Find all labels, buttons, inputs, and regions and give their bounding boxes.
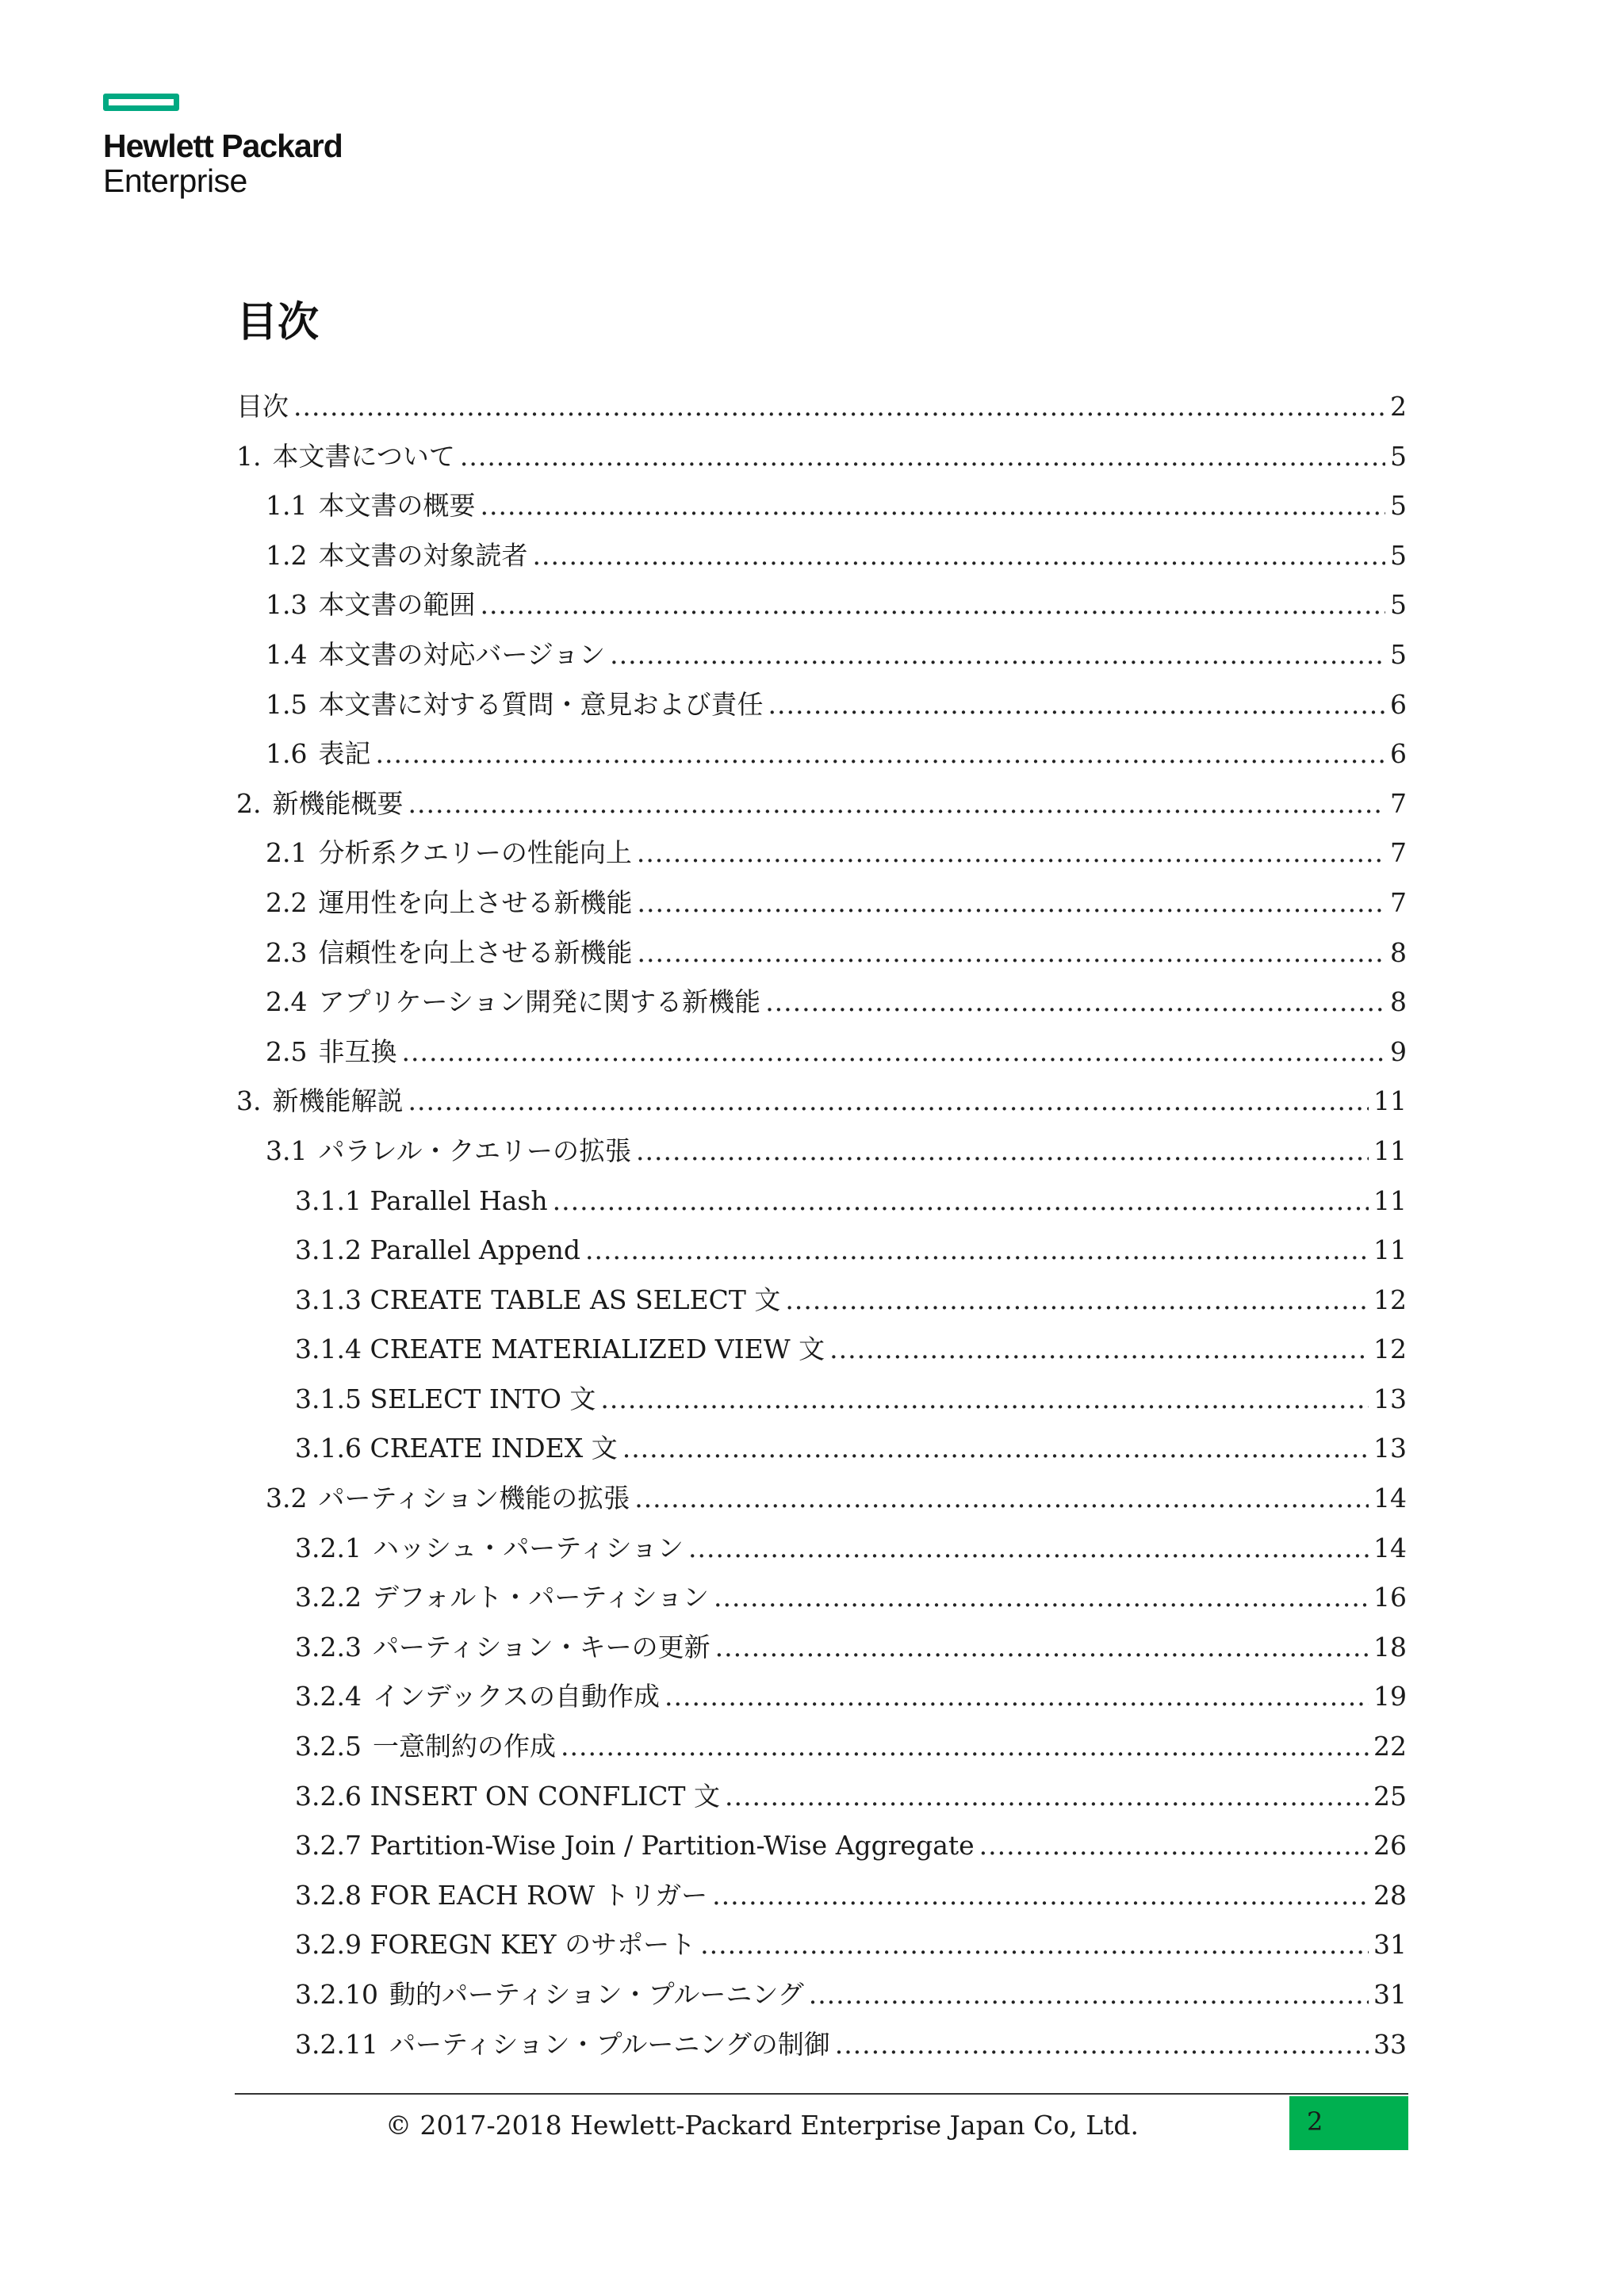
toc-entry-page: 8 bbox=[1390, 986, 1407, 1018]
toc-entry[interactable] bbox=[236, 1772, 1407, 1822]
toc-entry-number: 1. bbox=[236, 440, 262, 472]
toc-entry[interactable] bbox=[236, 1722, 1407, 1772]
toc-entry-page: 19 bbox=[1373, 1681, 1407, 1712]
logo-text-line2: Enterprise bbox=[103, 163, 247, 199]
toc-dot-leader bbox=[622, 1424, 1369, 1474]
toc-entry-number: 3.2.1 bbox=[295, 1532, 362, 1563]
toc-entry-title: 本文書の範囲 bbox=[318, 589, 476, 621]
toc-entry-title: 3.1.5 SELECT INTO 文 bbox=[295, 1383, 596, 1414]
toc-entry-page: 18 bbox=[1373, 1631, 1407, 1663]
toc-entry[interactable] bbox=[236, 680, 1407, 730]
toc-dot-leader bbox=[610, 630, 1385, 680]
toc-entry-title: 3.1.3 CREATE TABLE AS SELECT 文 bbox=[295, 1284, 781, 1315]
toc-entry-page: 7 bbox=[1390, 837, 1407, 869]
toc-entry-number: 3.1 bbox=[266, 1135, 308, 1166]
toc-entry-number: 2.3 bbox=[266, 936, 308, 968]
toc-entry[interactable] bbox=[236, 1474, 1407, 1524]
toc-entry[interactable] bbox=[236, 1077, 1407, 1127]
toc-entry-title: 非互換 bbox=[318, 1035, 397, 1067]
toc-entry-title: パーティション・キーの更新 bbox=[372, 1631, 710, 1663]
toc-entry-number: 1.3 bbox=[266, 589, 308, 621]
toc-entry-title: 一意制約の作成 bbox=[372, 1731, 556, 1762]
toc-dot-leader bbox=[480, 580, 1385, 630]
toc-entry[interactable] bbox=[236, 1970, 1407, 2020]
toc-entry-title: 新機能解説 bbox=[272, 1085, 404, 1117]
toc-entry-number: 3.2.5 bbox=[295, 1731, 362, 1762]
toc-entry-title: パラレル・クエリーの拡張 bbox=[318, 1135, 631, 1166]
toc-entry-page: 14 bbox=[1373, 1483, 1407, 1514]
toc-entry-number: 2. bbox=[236, 787, 262, 819]
toc-dot-leader bbox=[765, 978, 1385, 1027]
toc-entry[interactable] bbox=[236, 531, 1407, 581]
toc-entry-page: 6 bbox=[1390, 738, 1407, 770]
toc-dot-leader bbox=[637, 878, 1385, 928]
toc-entry-number: 1.5 bbox=[266, 688, 308, 720]
toc-dot-leader bbox=[460, 432, 1385, 482]
toc-entry[interactable] bbox=[236, 481, 1407, 531]
page-title: 目次 bbox=[236, 299, 320, 346]
toc-entry-number: 1.2 bbox=[266, 539, 308, 571]
toc-dot-leader bbox=[585, 1226, 1369, 1276]
toc-entry-title: 本文書の対応バージョン bbox=[318, 638, 606, 670]
toc-entry[interactable] bbox=[236, 1623, 1407, 1673]
toc-dot-leader bbox=[688, 1524, 1369, 1574]
toc-dot-leader bbox=[637, 828, 1385, 878]
toc-entry[interactable] bbox=[236, 1027, 1407, 1077]
toc-dot-leader bbox=[835, 2020, 1369, 2070]
toc-entry-page: 31 bbox=[1373, 1979, 1407, 2010]
toc-entry-page: 5 bbox=[1390, 589, 1407, 621]
toc-dot-leader bbox=[700, 1920, 1369, 1970]
toc-entry-title: 分析系クエリーの性能向上 bbox=[318, 837, 632, 869]
toc-entry-number: 1.4 bbox=[266, 638, 308, 670]
toc-entry-page: 14 bbox=[1373, 1532, 1407, 1563]
footer-divider bbox=[235, 2093, 1408, 2095]
toc-entry-page: 5 bbox=[1390, 440, 1407, 472]
toc-entry-page: 28 bbox=[1373, 1879, 1407, 1911]
toc-entry-title: 3.1.6 CREATE INDEX 文 bbox=[295, 1433, 618, 1464]
toc-entry-title: 3.1.1 Parallel Hash bbox=[295, 1184, 548, 1216]
toc-entry-page: 16 bbox=[1373, 1582, 1407, 1613]
toc-dot-leader bbox=[561, 1722, 1369, 1772]
toc-entry-page: 8 bbox=[1390, 936, 1407, 968]
toc-dot-leader bbox=[375, 729, 1385, 779]
toc-entry[interactable] bbox=[236, 928, 1407, 978]
toc-entry-page: 11 bbox=[1373, 1234, 1407, 1266]
footer-copyright: © 2017-2018 Hewlett-Packard Enterprise Japan Co, Ltd. bbox=[385, 2110, 1139, 2141]
toc-dot-leader bbox=[809, 1970, 1369, 2020]
table-of-contents bbox=[236, 382, 1407, 2069]
toc-entry-page: 5 bbox=[1390, 638, 1407, 670]
toc-entry-title: 目次 bbox=[236, 391, 289, 422]
toc-entry-number: 3.2.10 bbox=[295, 1979, 378, 2010]
toc-entry-number: 3.2.3 bbox=[295, 1631, 362, 1663]
toc-entry-title: ハッシュ・パーティション bbox=[372, 1532, 684, 1563]
toc-entry-number: 3.2.2 bbox=[295, 1582, 362, 1613]
toc-entry-page: 12 bbox=[1373, 1284, 1407, 1315]
toc-entry-page: 2 bbox=[1390, 391, 1407, 422]
toc-entry-title: 表記 bbox=[318, 738, 371, 770]
toc-entry[interactable] bbox=[236, 630, 1407, 680]
logo-bar-icon bbox=[103, 94, 179, 111]
toc-entry[interactable] bbox=[236, 432, 1407, 482]
toc-entry[interactable] bbox=[236, 1672, 1407, 1722]
toc-entry[interactable] bbox=[236, 1177, 1407, 1226]
toc-dot-leader bbox=[725, 1772, 1369, 1822]
toc-entry-title: インデックスの自動作成 bbox=[372, 1681, 660, 1712]
toc-dot-leader bbox=[715, 1623, 1369, 1673]
toc-dot-leader bbox=[665, 1672, 1369, 1722]
toc-entry-title: 3.2.7 Partition-Wise Join / Partition-Wise Aggregate bbox=[295, 1830, 975, 1862]
toc-dot-leader bbox=[712, 1871, 1369, 1921]
toc-entry-title: 運用性を向上させる新機能 bbox=[318, 886, 633, 918]
toc-entry[interactable] bbox=[236, 580, 1407, 630]
toc-entry[interactable] bbox=[236, 1424, 1407, 1474]
toc-entry-title: 3.2.8 FOR EACH ROW トリガー bbox=[295, 1879, 708, 1911]
toc-entry[interactable] bbox=[236, 1871, 1407, 1921]
toc-entry-title: パーティション・プルーニングの制御 bbox=[389, 2028, 830, 2060]
toc-entry-page: 31 bbox=[1373, 1929, 1407, 1961]
toc-entry[interactable] bbox=[236, 1524, 1407, 1574]
toc-entry-page: 26 bbox=[1373, 1830, 1407, 1862]
toc-entry-number: 2.2 bbox=[266, 886, 308, 918]
toc-entry-title: 動的パーティション・プルーニング bbox=[389, 1979, 804, 2010]
toc-entry-number: 2.5 bbox=[266, 1035, 308, 1067]
toc-entry-page: 5 bbox=[1390, 539, 1407, 571]
toc-entry[interactable] bbox=[236, 1226, 1407, 1276]
toc-dot-leader bbox=[634, 1474, 1369, 1524]
toc-entry-title: デフォルト・パーティション bbox=[372, 1582, 710, 1613]
toc-entry-title: 3.2.9 FOREGN KEY のサポート bbox=[295, 1929, 696, 1961]
logo-text-line1: Hewlett Packard bbox=[103, 128, 343, 164]
toc-entry[interactable] bbox=[236, 382, 1407, 432]
toc-entry-title: パーティション機能の拡張 bbox=[318, 1483, 630, 1514]
toc-entry-page: 22 bbox=[1373, 1731, 1407, 1762]
toc-entry[interactable] bbox=[236, 978, 1407, 1027]
toc-dot-leader bbox=[768, 680, 1385, 730]
toc-dot-leader bbox=[293, 382, 1385, 432]
toc-entry-title: 3.2.6 INSERT ON CONFLICT 文 bbox=[295, 1780, 721, 1812]
toc-entry-title: 本文書の対象読者 bbox=[318, 539, 528, 571]
toc-entry-number: 3.2.11 bbox=[295, 2028, 378, 2060]
toc-entry-page: 33 bbox=[1373, 2028, 1407, 2060]
toc-dot-leader bbox=[714, 1573, 1369, 1623]
toc-entry[interactable] bbox=[236, 729, 1407, 779]
toc-entry-page: 9 bbox=[1390, 1035, 1407, 1067]
footer-page-number: 2 bbox=[1289, 2096, 1408, 2150]
toc-dot-leader bbox=[785, 1276, 1369, 1326]
toc-dot-leader bbox=[979, 1821, 1369, 1871]
toc-entry-title: 本文書について bbox=[272, 440, 455, 472]
toc-entry-page: 11 bbox=[1373, 1135, 1407, 1166]
toc-dot-leader bbox=[480, 481, 1385, 531]
toc-dot-leader bbox=[637, 928, 1385, 978]
toc-entry[interactable] bbox=[236, 1375, 1407, 1425]
toc-entry-page: 12 bbox=[1373, 1334, 1407, 1365]
toc-dot-leader bbox=[829, 1325, 1369, 1375]
toc-entry-title: 本文書に対する質問・意見および責任 bbox=[318, 688, 764, 720]
toc-entry-page: 7 bbox=[1390, 886, 1407, 918]
toc-entry-number: 3.2.4 bbox=[295, 1681, 362, 1712]
toc-entry-page: 7 bbox=[1390, 787, 1407, 819]
toc-entry[interactable] bbox=[236, 1325, 1407, 1375]
toc-entry[interactable] bbox=[236, 828, 1407, 878]
toc-entry-title: アプリケーション開発に関する新機能 bbox=[318, 986, 761, 1018]
toc-entry[interactable] bbox=[236, 1127, 1407, 1177]
toc-entry-title: 信頼性を向上させる新機能 bbox=[318, 936, 633, 968]
toc-entry-title: 新機能概要 bbox=[272, 787, 404, 819]
toc-entry-number: 1.1 bbox=[266, 490, 308, 522]
hpe-logo bbox=[103, 94, 343, 198]
toc-dot-leader bbox=[553, 1177, 1369, 1226]
toc-dot-leader bbox=[408, 779, 1386, 829]
toc-dot-leader bbox=[408, 1077, 1369, 1127]
toc-entry[interactable] bbox=[236, 2020, 1407, 2070]
toc-entry-title: 本文書の概要 bbox=[318, 490, 476, 522]
toc-dot-leader bbox=[636, 1127, 1369, 1177]
toc-entry[interactable] bbox=[236, 779, 1407, 829]
toc-entry-page: 11 bbox=[1373, 1184, 1407, 1216]
toc-entry-page: 5 bbox=[1390, 490, 1407, 522]
toc-entry[interactable] bbox=[236, 878, 1407, 928]
toc-entry[interactable] bbox=[236, 1821, 1407, 1871]
toc-dot-leader bbox=[532, 531, 1385, 581]
toc-entry-page: 25 bbox=[1373, 1780, 1407, 1812]
toc-entry-page: 6 bbox=[1390, 688, 1407, 720]
toc-entry-number: 3.2 bbox=[266, 1483, 308, 1514]
toc-entry-page: 11 bbox=[1373, 1085, 1407, 1117]
toc-entry-number: 2.1 bbox=[266, 837, 308, 869]
toc-entry-number: 1.6 bbox=[266, 738, 308, 770]
toc-entry-title: 3.1.2 Parallel Append bbox=[295, 1234, 580, 1266]
toc-dot-leader bbox=[600, 1375, 1369, 1425]
toc-entry-title: 3.1.4 CREATE MATERIALIZED VIEW 文 bbox=[295, 1334, 825, 1365]
toc-entry-number: 3. bbox=[236, 1085, 262, 1117]
toc-dot-leader bbox=[401, 1027, 1385, 1077]
toc-entry-page: 13 bbox=[1373, 1433, 1407, 1464]
toc-entry[interactable] bbox=[236, 1573, 1407, 1623]
toc-entry[interactable] bbox=[236, 1920, 1407, 1970]
toc-entry-number: 2.4 bbox=[266, 986, 308, 1018]
toc-entry[interactable] bbox=[236, 1276, 1407, 1326]
toc-entry-page: 13 bbox=[1373, 1383, 1407, 1414]
